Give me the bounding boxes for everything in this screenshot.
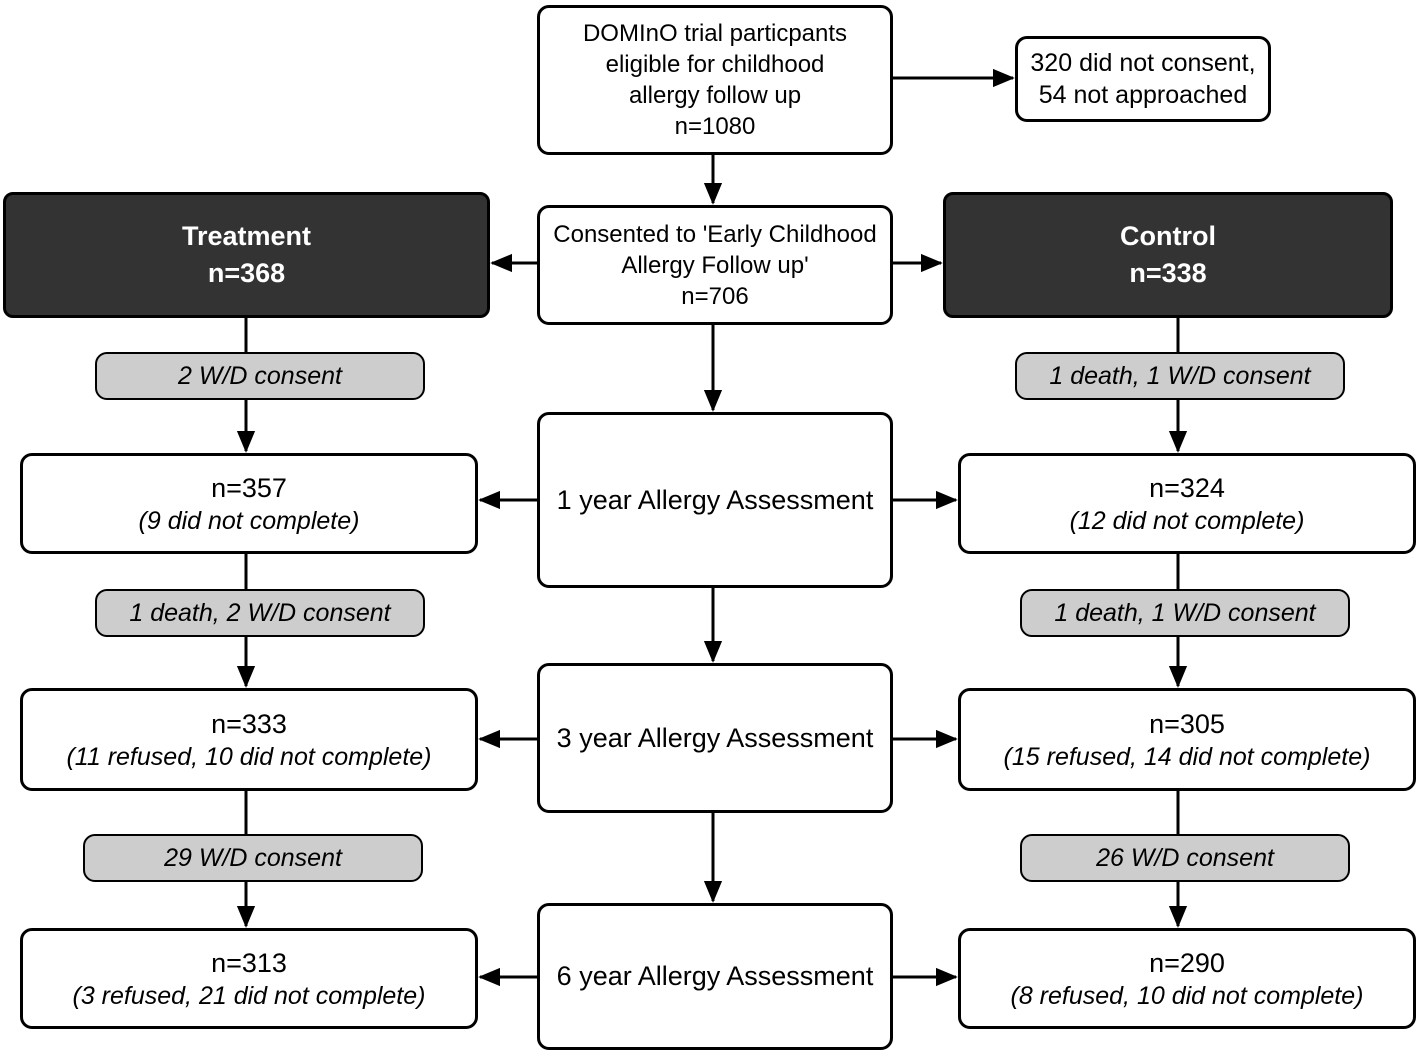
- consented-box: [537, 205, 893, 325]
- eligible-line-1: DOMInO trial particpants: [582, 20, 848, 47]
- assessment-1yr-box: [537, 412, 893, 588]
- control-6yr-note: (8 refused, 10 did not complete): [1010, 981, 1364, 1010]
- eligible-box: [537, 5, 893, 155]
- assessment-1yr-label: 1 year Allergy Assessment: [556, 484, 874, 515]
- control-1yr-count: n=324: [1149, 472, 1225, 503]
- treatment-loss-1-label: 2 W/D consent: [178, 361, 342, 390]
- control-arm-box: [943, 192, 1393, 318]
- control-loss-1-label: 1 death, 1 W/D consent: [1049, 361, 1311, 390]
- control-arm-title: Control: [1120, 221, 1216, 251]
- control-loss-pill-2: [1020, 589, 1350, 637]
- control-6yr-count: n=290: [1149, 947, 1225, 978]
- treatment-loss-pill-2: [95, 589, 425, 637]
- treatment-arm-title: Treatment: [181, 221, 312, 251]
- treatment-1yr-box: [20, 453, 478, 554]
- control-loss-2-label: 1 death, 1 W/D consent: [1054, 598, 1316, 627]
- consented-line-1: Consented to 'Early Childhood: [553, 220, 877, 248]
- treatment-6yr-count: n=313: [211, 947, 287, 978]
- consented-line-2: Allergy Follow up': [621, 251, 809, 279]
- treatment-1yr-note: (9 did not complete): [138, 506, 360, 535]
- control-3yr-box: [958, 688, 1416, 791]
- control-arm-count: n=338: [1129, 258, 1207, 288]
- eligible-line-2: eligible for childhood: [605, 51, 825, 78]
- treatment-3yr-count: n=333: [211, 708, 287, 739]
- treatment-loss-2-label: 1 death, 2 W/D consent: [129, 598, 391, 627]
- control-loss-3-label: 26 W/D consent: [1096, 843, 1274, 872]
- not-consented-line-2: 54 not approached: [1038, 81, 1248, 109]
- assessment-6yr-label: 6 year Allergy Assessment: [556, 961, 874, 991]
- treatment-arm-count: n=368: [207, 258, 286, 288]
- control-1yr-note: (12 did not complete): [1069, 506, 1305, 535]
- consented-count: n=706: [681, 282, 749, 310]
- treatment-loss-pill-1: [95, 352, 425, 400]
- assessment-6yr-box: [537, 903, 893, 1050]
- assessment-3yr-label: 3 year Allergy Assessment: [556, 722, 874, 753]
- not-consented-line-1: 320 did not consent,: [1030, 49, 1256, 77]
- treatment-6yr-note: (3 refused, 21 did not complete): [72, 981, 426, 1010]
- eligible-count: n=1080: [674, 113, 756, 140]
- control-3yr-count: n=305: [1149, 708, 1225, 739]
- treatment-3yr-box: [20, 688, 478, 791]
- control-1yr-box: [958, 453, 1416, 554]
- treatment-1yr-count: n=357: [211, 472, 287, 503]
- control-6yr-box: [958, 928, 1416, 1029]
- treatment-loss-3-label: 29 W/D consent: [164, 843, 342, 872]
- not-consented-box: [1015, 36, 1271, 122]
- treatment-loss-pill-3: [83, 834, 423, 882]
- eligible-line-3: allergy follow up: [628, 82, 802, 109]
- treatment-arm-box: [3, 192, 490, 318]
- control-loss-pill-1: [1015, 352, 1345, 400]
- treatment-6yr-box: [20, 928, 478, 1029]
- assessment-3yr-box: [537, 663, 893, 813]
- control-3yr-note: (15 refused, 14 did not complete): [1003, 742, 1371, 771]
- treatment-3yr-note: (11 refused, 10 did not complete): [66, 742, 432, 771]
- control-loss-pill-3: [1020, 834, 1350, 882]
